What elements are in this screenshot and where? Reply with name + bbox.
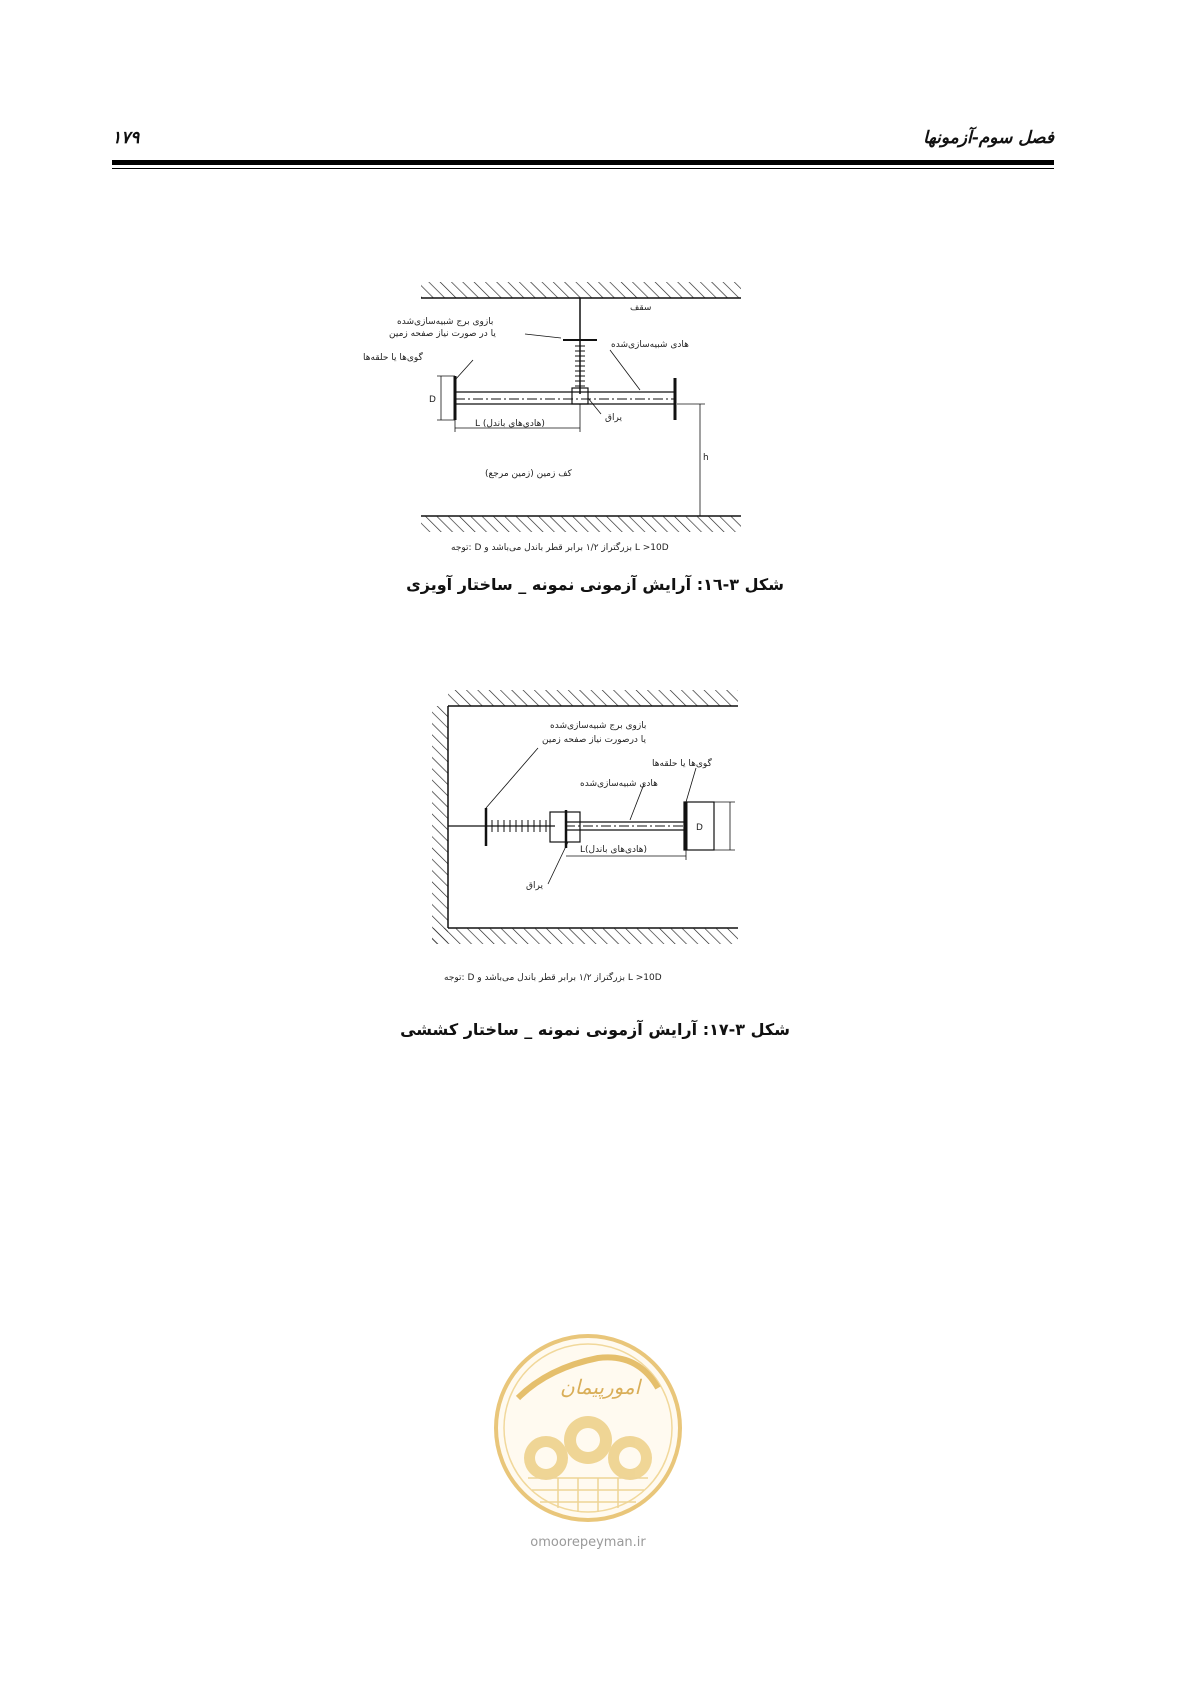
logo-text: امورپیمان xyxy=(560,1375,641,1399)
h-dimension-label: h xyxy=(703,453,709,463)
figure-suspension xyxy=(363,280,755,560)
figure-tension xyxy=(430,688,760,988)
figure-caption: شکل ۳-۱۷: آرایش آزمونی نمونه _ ساختار کششی xyxy=(400,1020,790,1039)
conductor-label: هادی شبیه‌سازی‌شده xyxy=(611,340,689,350)
spheres-label: گوی‌ها یا حلقه‌ها xyxy=(652,759,712,769)
page-number: ۱۷۹ xyxy=(112,128,140,148)
watermark-emblem xyxy=(488,1328,688,1558)
arm-label-line2: یا درصورت نیاز صفحه زمین xyxy=(542,735,647,745)
header-rule-thin xyxy=(112,168,1054,169)
ceiling-hatch xyxy=(421,282,741,298)
page-header xyxy=(112,128,1054,168)
ceiling-label: سقف xyxy=(630,303,652,313)
wall-hatch xyxy=(432,706,448,944)
top-hatch xyxy=(448,690,738,706)
figure-caption: شکل ۳-۱٦: آرایش آزمونی نمونه _ ساختار آویزی xyxy=(406,575,784,594)
fitting-label: یراق xyxy=(605,413,622,423)
d-dimension-label: D xyxy=(429,395,436,405)
arm-label-line1: بازوی برج شبیه‌سازی‌شده xyxy=(397,317,494,327)
figure-tension-drawing xyxy=(430,688,760,988)
bottom-hatch xyxy=(432,928,738,944)
conductor-label: هادی شبیه‌سازی‌شده xyxy=(580,779,658,789)
fitting-label: یراق xyxy=(526,881,543,891)
header-rule-thick xyxy=(112,160,1054,165)
length-label: L (هادی‌های باندل) xyxy=(475,419,545,429)
figure-note: توجه: D بزرگتراز ۱/۲ برابر قطر باندل می‌باشد و L >10D xyxy=(451,543,669,553)
spheres-label: گوی‌ها یا حلقه‌ها xyxy=(363,353,423,363)
floor-hatch xyxy=(421,516,741,532)
figure-suspension-drawing xyxy=(363,280,755,560)
length-label: L(هادی‌های باندل) xyxy=(580,845,647,855)
floor-label: کف زمین (زمین مرجع) xyxy=(485,469,572,479)
figure-note: توجه: D بزرگتراز ۱/۲ برابر قطر باندل می‌باشد و L >10D xyxy=(444,973,662,983)
arm-label-line2: یا در صورت نیاز صفحه زمین xyxy=(389,329,496,339)
chapter-title: فصل سوم-آزمونها xyxy=(923,128,1054,148)
arm-label-line1: بازوی برج شبیه‌سازی‌شده xyxy=(550,721,647,731)
d-dimension-label: D xyxy=(696,823,703,833)
watermark-logo xyxy=(488,1328,688,1558)
watermark-site: omoorepeyman.ir xyxy=(530,1535,646,1550)
